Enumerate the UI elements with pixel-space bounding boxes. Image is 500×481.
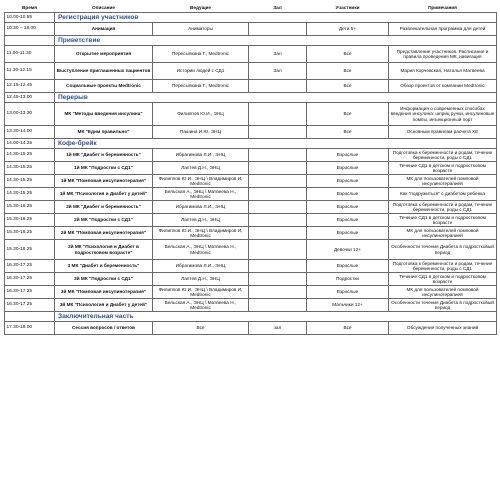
cell-description: 3 МК "Диабет и беременность"	[55, 260, 153, 273]
cell-hosts: Ибрагимова Л.И., ЭНЦ	[153, 201, 249, 214]
section-row	[5, 36, 497, 46]
cell-notes: Основным правилам расчета ХЕ	[389, 126, 497, 139]
cell-time: 13.00-13.30	[5, 103, 55, 126]
cell-participants: Взрослые	[307, 260, 389, 273]
cell-participants: Взрослые	[307, 175, 389, 188]
table-row	[5, 299, 497, 312]
section-time: 10.00-10.55	[5, 13, 55, 23]
cell-time: 14.30-15.25	[5, 149, 55, 162]
cell-notes: МК для пользователей помповой инсулинотерапией	[389, 175, 497, 188]
cell-notes: Обсуждение полученных знаний	[389, 322, 497, 335]
section-title: Регистрация участников	[55, 13, 497, 23]
cell-hosts: Филиппов Ю.И., ЭНЦ \ Владимиров И, Medtronic	[153, 286, 249, 299]
cell-hall: Зал	[249, 63, 307, 80]
table-row	[5, 162, 497, 175]
cell-description: 1й МК "Психология и Диабет у детей"	[55, 188, 153, 201]
cell-hall	[249, 260, 307, 273]
cell-time: 15.30-16.25	[5, 227, 55, 240]
cell-notes: Информация о современных способах введения инсулина: шприц ручки, инсулиновые помпы, инъекционный порт	[389, 103, 497, 126]
header-description: Описание	[55, 4, 153, 13]
section-title: Заключительная часть	[55, 312, 497, 322]
table-row	[5, 286, 497, 299]
section-time: 14.00-14.25	[5, 139, 55, 149]
table-row	[5, 80, 497, 93]
cell-hosts: Пашина И.Ю, ЭНЦ	[153, 126, 249, 139]
table-row	[5, 175, 497, 188]
section-title: Приветствие	[55, 36, 497, 46]
cell-hall	[249, 103, 307, 126]
header-notes: Примечания	[389, 4, 497, 13]
cell-participants: Взрослые	[307, 286, 389, 299]
schedule-table	[4, 4, 497, 335]
cell-description: МК "Методы введения инсулина"	[55, 103, 153, 126]
cell-time: 11.00-11.30	[5, 46, 55, 63]
cell-participants: Девочки 12+	[307, 240, 389, 260]
cell-hosts: Лаптев Д.Н., ЭНЦ	[153, 162, 249, 175]
header-hosts: Ведущие	[153, 4, 249, 13]
cell-participants: Все	[307, 80, 389, 93]
cell-time: 13.30-14.00	[5, 126, 55, 139]
cell-hall	[249, 299, 307, 312]
cell-notes: Подготовка к беременности и родам, течение беременности, роды с СД1	[389, 149, 497, 162]
cell-description: 1й МК "Подростки с СД1"	[55, 162, 153, 175]
cell-time: 15.30-16.25	[5, 240, 55, 260]
cell-time: 14.30-15.25	[5, 175, 55, 188]
cell-time: 16.30-17.25	[5, 286, 55, 299]
cell-hall	[249, 80, 307, 93]
cell-hall	[249, 214, 307, 227]
cell-participants: Взрослые	[307, 149, 389, 162]
section-title: Перерыв	[55, 93, 497, 103]
table-row	[5, 23, 497, 36]
cell-time: 16.30-17.25	[5, 299, 55, 312]
cell-participants: Дети 5+	[307, 23, 389, 36]
cell-notes: Как "подружиться" с диабетом ребенка	[389, 188, 497, 201]
cell-hall	[249, 175, 307, 188]
cell-time: 14.30-15.25	[5, 188, 55, 201]
table-row	[5, 260, 497, 273]
cell-hosts: Бельская А., ЭНЦ \ Матвеева Н., Medtronic	[153, 299, 249, 312]
cell-notes: Течение СД1 в детском и подростковом возрасте	[389, 162, 497, 175]
cell-hall	[249, 188, 307, 201]
cell-hosts: Филиппов Ю.И., ЭНЦ \ Владимиров И, Medtronic	[153, 175, 249, 188]
cell-description: 3й МК "Психология и Диабет у детей"	[55, 299, 153, 312]
cell-participants: Взрослые	[307, 227, 389, 240]
cell-participants: Подростки	[307, 273, 389, 286]
cell-description: 1й МК "Диабет и беременность"	[55, 149, 153, 162]
section-time: 12.45-13.00	[5, 93, 55, 103]
cell-hall	[249, 126, 307, 139]
cell-description: 3й МК "Помповая инсулинотерапия"	[55, 286, 153, 299]
cell-time: 16.30-17.25	[5, 273, 55, 286]
cell-hall	[249, 273, 307, 286]
cell-hosts: Ибрагимова Л.И., ЭНЦ	[153, 149, 249, 162]
cell-notes: Течение СД1 в детском и подростковом возрасте	[389, 273, 497, 286]
cell-hosts: Бельская А., ЭНЦ \ Матвеева Н., Medtronic	[153, 240, 249, 260]
cell-hosts: Лаптев Д.Н., ЭНЦ	[153, 273, 249, 286]
cell-hall	[249, 162, 307, 175]
cell-description: 2й МК "Диабет и беременность"	[55, 201, 153, 214]
cell-participants: Все	[307, 126, 389, 139]
cell-hosts: Лаптев Д.Н., ЭНЦ	[153, 214, 249, 227]
section-title: Кофе-брейк	[55, 139, 497, 149]
table-row	[5, 46, 497, 63]
table-row	[5, 227, 497, 240]
cell-participants: Все	[307, 63, 389, 80]
cell-participants: Все	[307, 103, 389, 126]
cell-hosts: Филиппов Ю.И., ЭНЦ \ Владимиров И, Medtronic	[153, 227, 249, 240]
cell-time: 15.30-16.25	[5, 214, 55, 227]
cell-notes: Представление участников. Расписание и правила проведения МК, навигация	[389, 46, 497, 63]
cell-time: 16.30-17.25	[5, 260, 55, 273]
table-row	[5, 322, 497, 335]
cell-hosts: Все	[153, 322, 249, 335]
cell-hall	[249, 149, 307, 162]
cell-description: Социальные проекты Medtronic	[55, 80, 153, 93]
cell-hall	[249, 286, 307, 299]
cell-time: 17.30-18.00	[5, 322, 55, 335]
cell-notes: Обзор проектов от компании Medtronic	[389, 80, 497, 93]
cell-hall: Зал	[249, 46, 307, 63]
cell-participants: Взрослые	[307, 188, 389, 201]
cell-notes: Особенности течения Диабета в подростковый период	[389, 299, 497, 312]
header-time: Время	[5, 4, 55, 13]
cell-description: 2й МК "Подростки с СД1"	[55, 214, 153, 227]
cell-hosts: Ибрагимова Л.И., ЭНЦ	[153, 260, 249, 273]
table-row	[5, 188, 497, 201]
table-row	[5, 149, 497, 162]
cell-time: 11.30-12.15	[5, 63, 55, 80]
cell-time: 15.30-16.25	[5, 201, 55, 214]
cell-hosts: Филиппов Ю.И., ЭНЦ	[153, 103, 249, 126]
header-row	[5, 4, 497, 13]
cell-hall	[249, 240, 307, 260]
cell-hall	[249, 201, 307, 214]
header-hall: Зал	[249, 4, 307, 13]
section-row	[5, 13, 497, 23]
table-row	[5, 63, 497, 80]
cell-notes: Особенности течения Диабета в подростковый период	[389, 240, 497, 260]
cell-description: 1й МК "Помповая инсулинотерапия"	[55, 175, 153, 188]
cell-description: Открытие мероприятия	[55, 46, 153, 63]
cell-hosts: Бельская А., ЭНЦ \ Матвеева Н., Medtronic	[153, 188, 249, 201]
cell-description: Сессия вопросов / ответов	[55, 322, 153, 335]
cell-participants: Взрослые	[307, 201, 389, 214]
cell-notes: МК для пользователей помповой инсулинотерапией	[389, 286, 497, 299]
cell-hosts: Пересыпкина Г., Medtronic	[153, 46, 249, 63]
cell-hosts: Пересыпкина Г., Medtronic	[153, 80, 249, 93]
table-row	[5, 240, 497, 260]
table-row	[5, 201, 497, 214]
table-row	[5, 214, 497, 227]
table-row	[5, 126, 497, 139]
cell-time: 10:30 – 18.00	[5, 23, 55, 36]
cell-participants: Мальчики 12+	[307, 299, 389, 312]
cell-description: Анимация	[55, 23, 153, 36]
cell-time: 12.15-12.45	[5, 80, 55, 93]
cell-hosts: Истории людей с СД1	[153, 63, 249, 80]
cell-description: МК "Едим правильно"	[55, 126, 153, 139]
cell-notes: Мария Корчевская, Наталья Матвеева	[389, 63, 497, 80]
section-row	[5, 93, 497, 103]
cell-participants: Все	[307, 322, 389, 335]
cell-hall: зал	[249, 322, 307, 335]
table-row	[5, 273, 497, 286]
cell-hall	[249, 227, 307, 240]
section-time	[5, 36, 55, 46]
cell-description: Выступление приглашенных пациентов	[55, 63, 153, 80]
cell-notes: Течение СД1 в детском и подростковом возрасте	[389, 214, 497, 227]
section-time	[5, 312, 55, 322]
cell-participants: Взрослые	[307, 214, 389, 227]
cell-participants: Взрослые	[307, 162, 389, 175]
cell-participants: Все	[307, 46, 389, 63]
cell-description: 2й МК "Психология и Диабет в подростковом возрасте"	[55, 240, 153, 260]
cell-time: 14.30-15.25	[5, 162, 55, 175]
cell-notes: Развлекательная программа для детей	[389, 23, 497, 36]
cell-notes: Подготовка к беременности и родам, течение беременности, роды с СД1	[389, 260, 497, 273]
cell-description: 3й МК "Подростки с СД1"	[55, 273, 153, 286]
cell-notes: Подготовка к беременности и родам, течение беременности, роды с СД1	[389, 201, 497, 214]
cell-description: 2й МК "Помповая инсулинотерапия"	[55, 227, 153, 240]
header-participants: Участники	[307, 4, 389, 13]
cell-notes: МК для пользователей помповой инсулинотерапией	[389, 227, 497, 240]
cell-hosts: Аниматоры	[153, 23, 249, 36]
table-row	[5, 103, 497, 126]
section-row	[5, 139, 497, 149]
section-row	[5, 312, 497, 322]
cell-hall	[249, 23, 307, 36]
